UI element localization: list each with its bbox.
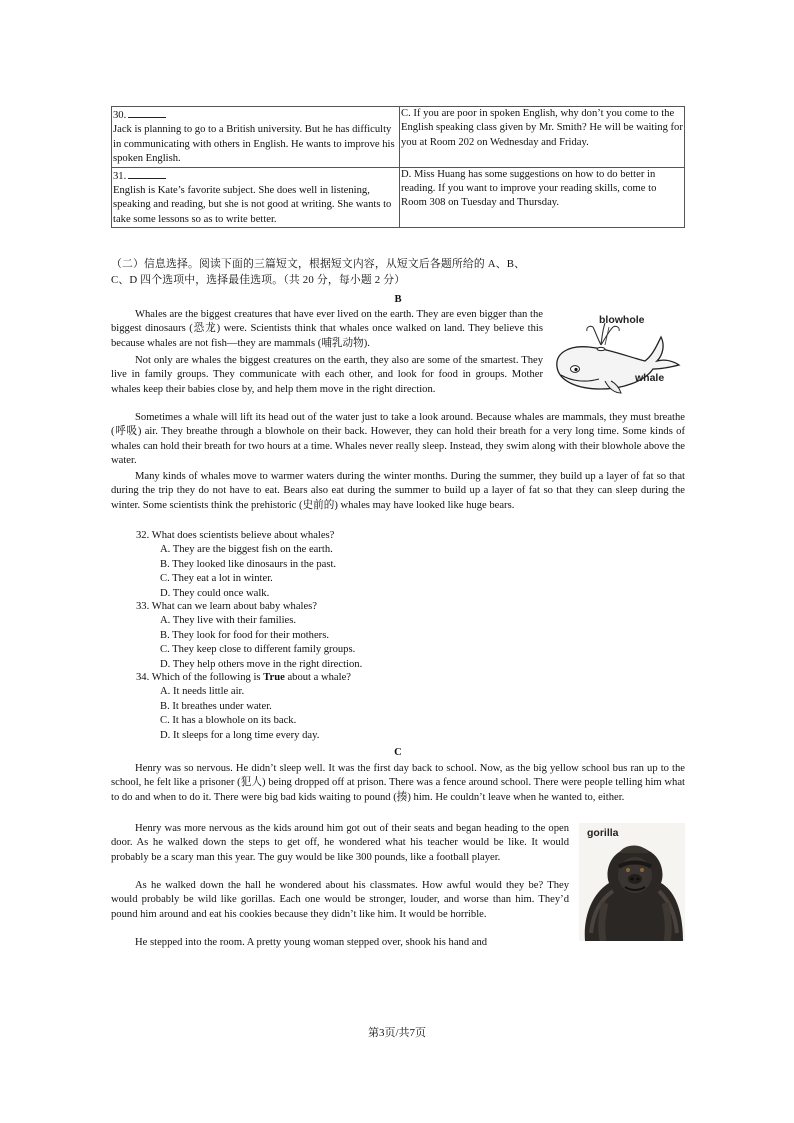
passage-b-paragraph-1: Whales are the biggest creatures that have ever lived on the earth. They are even bigger than the biggest dinosaurs (恐龙) were. Scientists think that whales once walked on land. They believe this because whales are not fish—they are mammals (哺乳动物). xyxy=(111,309,543,349)
option-b[interactable]: B. It breathes under water. xyxy=(160,700,272,712)
gorilla-label: gorilla xyxy=(587,827,619,839)
question-stem: 32. What does scientists believe about whales? xyxy=(136,530,335,541)
page-number: 第3页/共7页 xyxy=(367,1027,427,1039)
passage-b-paragraph-2: Not only are whales the biggest creatures on the earth, they also are some of the smartest. They live in family groups. They communicate with each other, and look for food in groups. Mother whales keep their babies close by, and help them move in the right direction. xyxy=(111,355,543,395)
whale-illustration xyxy=(549,309,685,399)
whale-label: whale xyxy=(635,372,665,384)
option-b[interactable]: B. They look for food for their mothers. xyxy=(160,629,329,641)
situation-text: Jack is planning to go to a British university. But he has difficulty in communicating with others in English. He wants to improve his spoken English. xyxy=(113,124,395,165)
table-row xyxy=(112,167,685,228)
matching-table xyxy=(111,106,685,228)
passage-c-letter: C xyxy=(394,747,402,758)
passage-b-paragraph-3: Sometimes a whale will lift its head out of the water just to take a look around. Because whales are mammals, they must breathe (呼吸) air. They breathe through a blowhole on their back. However, they can hold their breath for a very long time. Some kinds of whales can hold their breath for two hours at a time. Whales never really sleep. Instead, they swim along with their blowhole above the water. xyxy=(111,412,685,467)
option-a[interactable]: A. They live with their families. xyxy=(160,615,297,627)
passage-c-paragraph-4: He stepped into the room. A pretty young woman stepped over, shook his hand and xyxy=(135,937,488,948)
table-cell-right: D. Miss Huang has some suggestions on how to do better in reading. If you want to improve your reading skills, come to Room 308 on Tuesday and Thursday. xyxy=(400,167,685,228)
option-d[interactable]: D. They could once walk. xyxy=(160,587,270,599)
passage-b-letter: B xyxy=(394,294,402,305)
question-34 xyxy=(136,671,351,743)
option-c[interactable]: C. They keep close to different family groups. xyxy=(160,644,356,656)
passage-c-paragraph-3: As he walked down the hall he wondered about his classmates. How awful would they be? They would probably be wild like gorillas. Each one would be stronger, louder, and worse than him. They’d pound him around and eat his cookies because they didn’t like him. It would be horrible. xyxy=(111,880,569,920)
option-c[interactable]: C. It has a blowhole on its back. xyxy=(160,715,297,727)
section-heading xyxy=(111,256,581,288)
stem-text: 34. Which of the following is xyxy=(136,672,264,683)
table-row xyxy=(112,107,685,168)
table-cell-left xyxy=(112,107,400,168)
table-cell-left xyxy=(112,167,400,228)
option-d[interactable]: D. They help others move in the right direction. xyxy=(160,658,363,670)
question-stem: 33. What can we learn about baby whales? xyxy=(136,601,318,612)
option-a[interactable]: A. It needs little air. xyxy=(160,686,245,698)
question-number: 31. xyxy=(113,170,127,182)
situation-text: English is Kate’s favorite subject. She does well in listening, speaking and reading, but she is not good at writing. She wants to take some lessons so as to write better. xyxy=(113,185,392,225)
question-33 xyxy=(136,600,362,672)
option-c[interactable]: C. They eat a lot in winter. xyxy=(160,573,273,585)
option-d[interactable]: D. It sleeps for a long time every day. xyxy=(160,729,320,741)
question-32 xyxy=(136,529,336,601)
question-stem xyxy=(136,671,351,685)
stem-bold: True xyxy=(263,672,285,683)
passage-c-paragraph-2: Henry was more nervous as the kids around him got out of their seats and began heading to the open door. As he walked down the steps to get off, he wondered what his teacher would be like. It would probably be a scary man this year. The guy would be like 300 pounds, like a football player. xyxy=(111,823,569,863)
section-heading-line2: C、D 四个选项中，选择最佳选项。（共 20 分，每小题 2 分） xyxy=(111,274,406,286)
question-number: 30. xyxy=(113,110,127,121)
blowhole-label: blowhole xyxy=(599,314,645,326)
passage-b-paragraph-4: Many kinds of whales move to warmer waters during the winter months. During the summer, they build up a layer of fat so that during the trip they do not have to eat. Bears also eat during the summer to build up a layer of fat so that they can sleep during the winter. Some scientists think the prehistoric (史前的) whales may have looked like huge bears. xyxy=(111,471,685,511)
gorilla-photo xyxy=(579,823,685,941)
option-a[interactable]: A. They are the biggest fish on the earth. xyxy=(160,544,333,556)
passage-c-paragraph-1: Henry was so nervous. He didn’t sleep well. It was the first day back to school. Now, as the big yellow school bus ran up to the school, he felt like a prisoner (犯人) being dropped off at prison. There was a fence around school. There were people telling him what to do and when to do it. There were big bad kids waiting to pound (揍) him. He couldn’t leave when he wanted to, either. xyxy=(111,763,685,803)
option-b[interactable]: B. They looked like dinosaurs in the past. xyxy=(160,558,337,570)
answer-blank[interactable] xyxy=(128,168,166,179)
table-cell-right: C. If you are poor in spoken English, why don’t you come to the English speaking class given by Mr. Smith? He will be waiting for you at Room 202 on Wednesday and Friday. xyxy=(400,107,685,168)
answer-blank[interactable] xyxy=(128,107,166,118)
stem-text: about a whale? xyxy=(284,672,351,683)
section-heading-line1: （二）信息选择。阅读下面的三篇短文，根据短文内容，从短文后各题所给的 A、B、 xyxy=(111,258,526,270)
